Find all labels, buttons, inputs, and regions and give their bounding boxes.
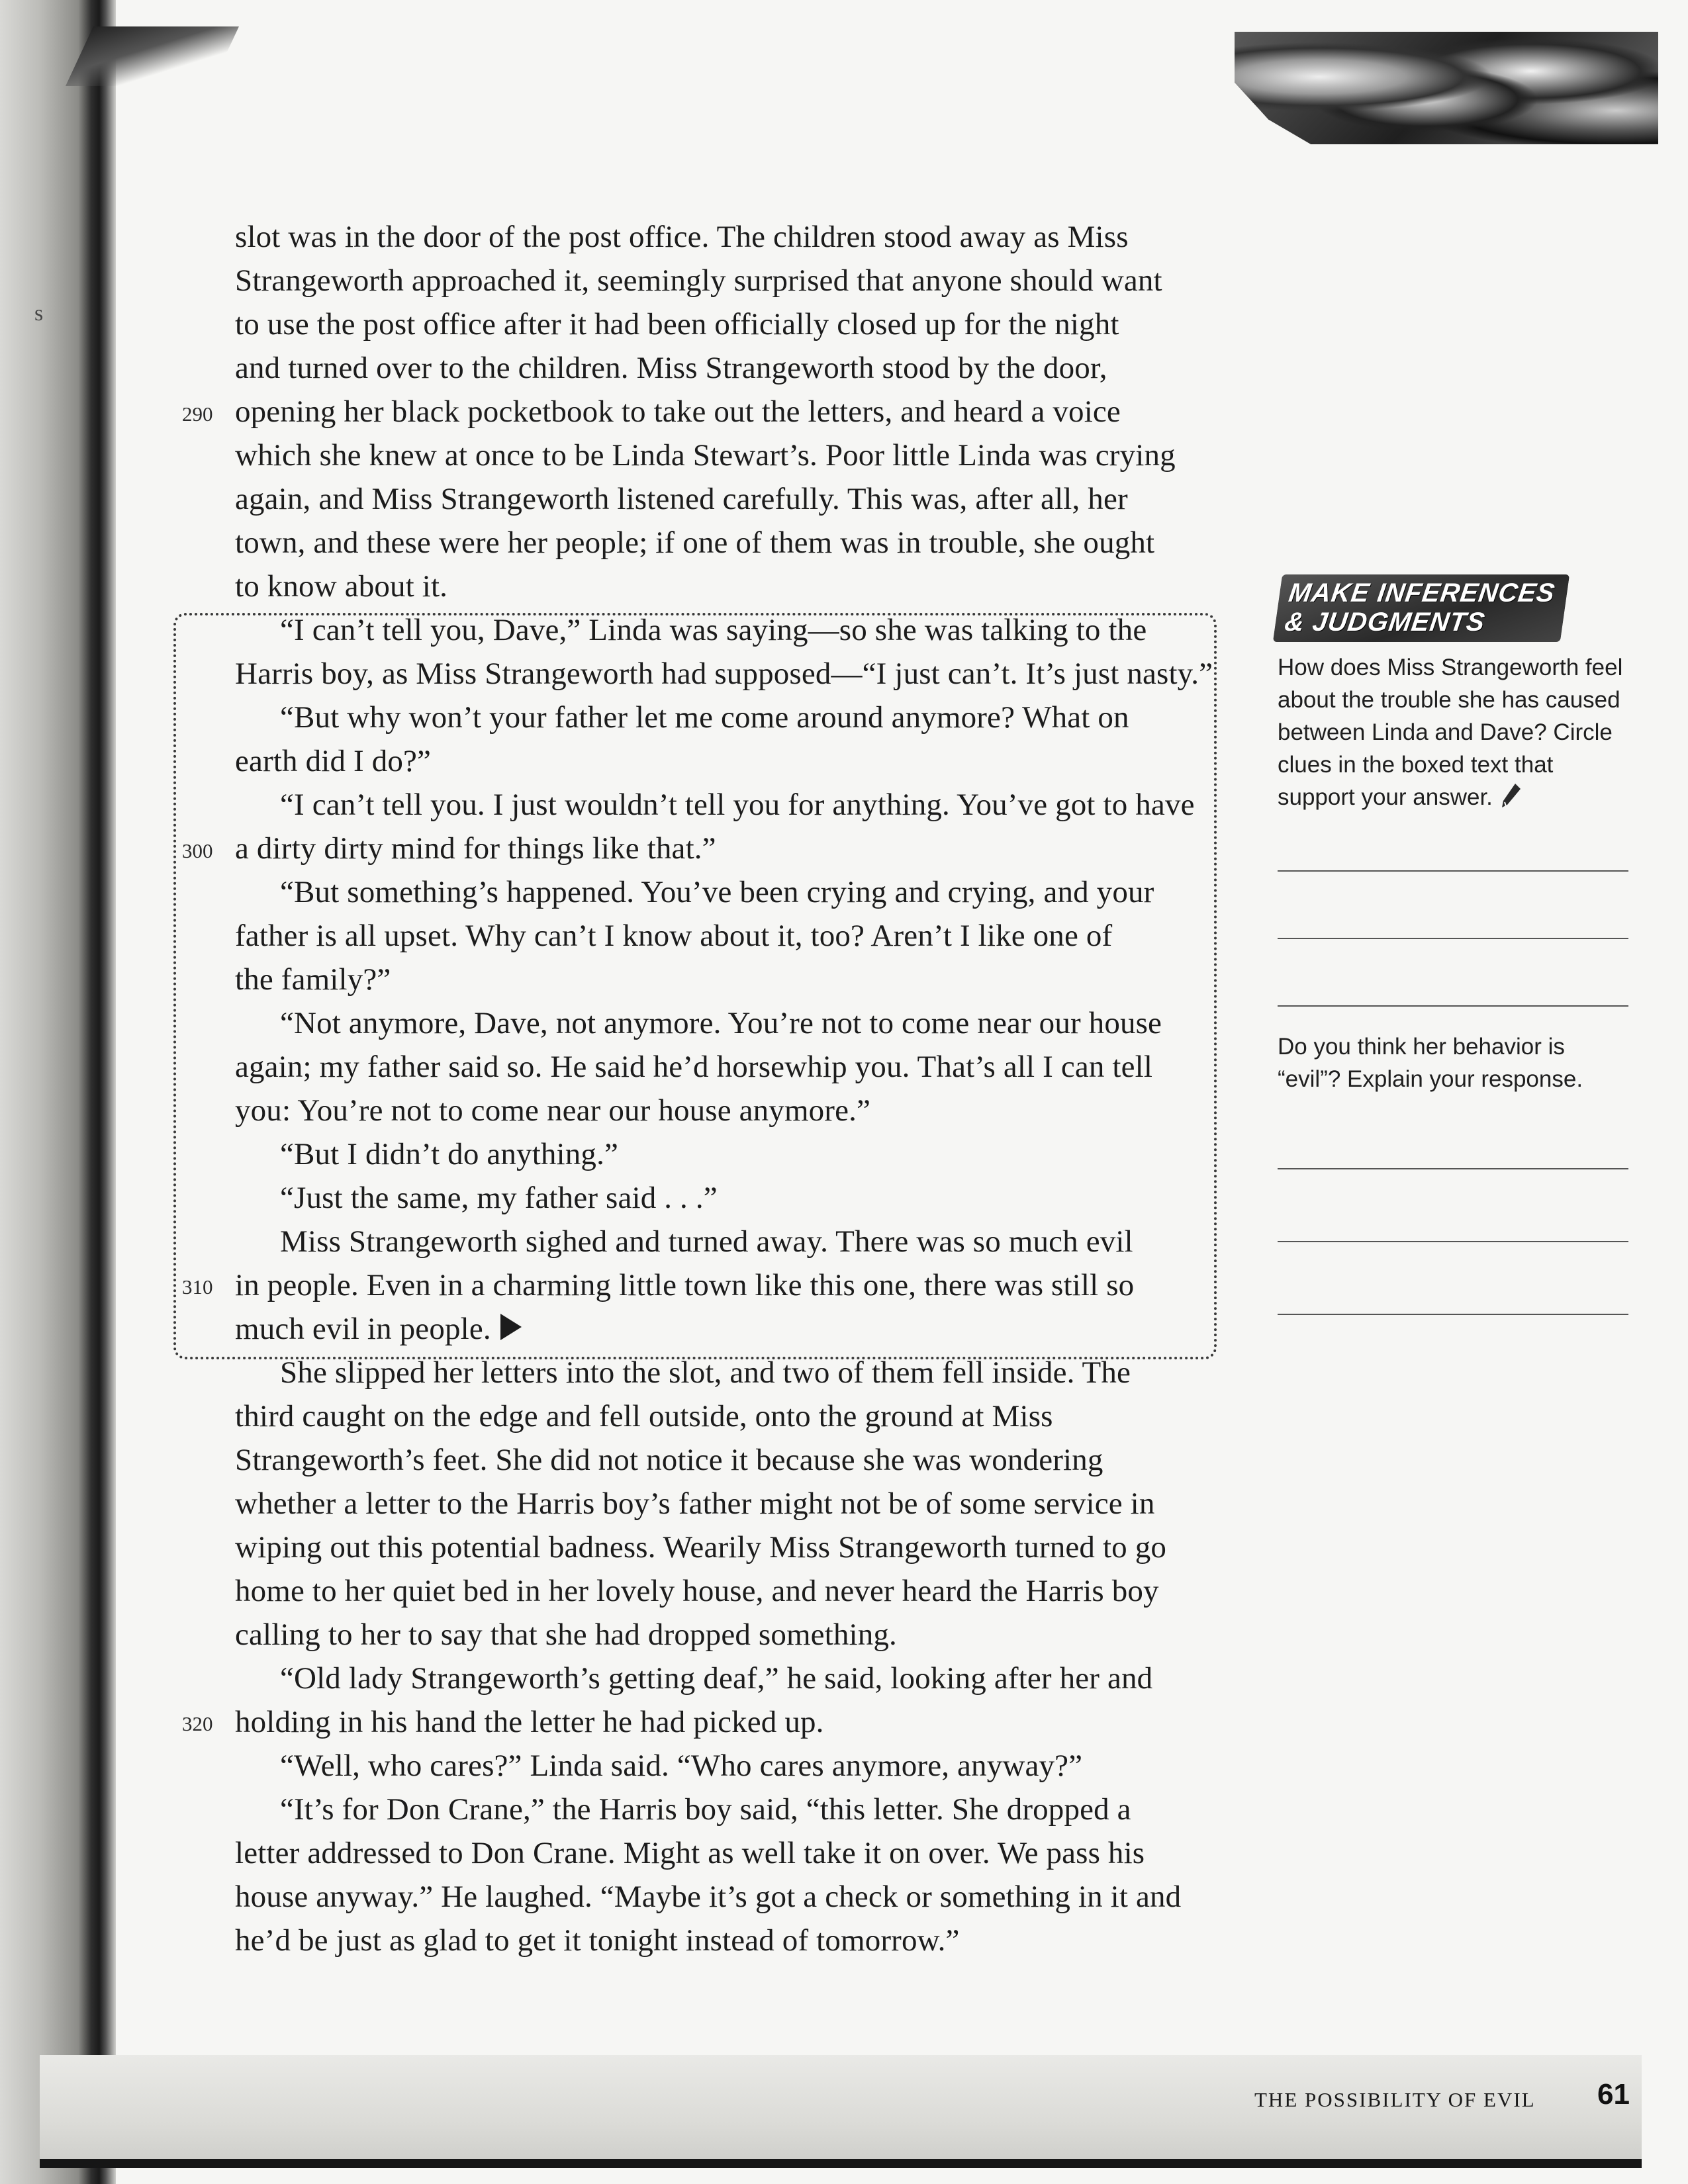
passage-line: again; my father said so. He said he’d horsewhip you. That’s all I can tell — [235, 1050, 1153, 1084]
passage-line: third caught on the edge and fell outside, onto the ground at Miss — [235, 1399, 1053, 1433]
passage-line: the family?” — [235, 962, 391, 997]
passage-line: Miss Strangeworth sighed and turned away. There was so much evil — [280, 1224, 1133, 1259]
passage-line: holding in his hand the letter he had picked up. — [235, 1705, 824, 1739]
passage-line: house anyway.” He laughed. “Maybe it’s got a check or something in it and — [235, 1880, 1182, 1914]
passage-line: Strangeworth’s feet. She did not notice it because she was wondering — [235, 1443, 1103, 1477]
passage-line: “Old lady Strangeworth’s getting deaf,” he said, looking after her and — [280, 1661, 1153, 1696]
question-1 — [1278, 651, 1628, 817]
passage-line: whether a letter to the Harris boy’s father might not be of some service in — [235, 1486, 1155, 1521]
passage-line: “Not anymore, Dave, not anymore. You’re not to come near our house — [280, 1006, 1162, 1040]
answer-line[interactable] — [1278, 1314, 1628, 1315]
passage-line: letter addressed to Don Crane. Might as well take it on over. We pass his — [235, 1836, 1145, 1870]
passage-line: “But I didn’t do anything.” — [280, 1137, 618, 1171]
passage-line: wiping out this potential badness. Wearily Miss Strangeworth turned to go — [235, 1530, 1166, 1565]
story-passage — [235, 215, 1215, 1962]
banner-line-1: MAKE INFERENCES — [1287, 578, 1558, 608]
question-1-text: How does Miss Strangeworth feel about the trouble she has caused between Linda and Dave? Circle clues in the boxed text that support your answer. — [1278, 655, 1623, 810]
line-number-300: 300 — [182, 839, 213, 862]
passage-line: earth did I do?” — [235, 744, 432, 778]
passage-line: in people. Even in a charming little town like this one, there was still so — [235, 1268, 1135, 1302]
passage-line: which she knew at once to be Linda Stewart’s. Poor little Linda was crying — [235, 438, 1176, 473]
answer-line[interactable] — [1278, 870, 1628, 872]
banner-line-2: & JUDGMENTS — [1282, 608, 1487, 637]
passage-line: much evil in people. — [235, 1312, 491, 1346]
make-inferences-banner — [1273, 574, 1570, 642]
pencil-icon — [1499, 782, 1522, 817]
passage-line: “But something’s happened. You’ve been crying and crying, and your — [280, 875, 1154, 909]
passage-line: and turned over to the children. Miss Strangeworth stood by the door, — [235, 351, 1107, 385]
passage-line: he’d be just as glad to get it tonight instead of tomorrow.” — [235, 1923, 960, 1958]
answer-line[interactable] — [1278, 1168, 1628, 1169]
sidebar-activity — [1278, 574, 1628, 1315]
passage-line-end-box — [235, 1307, 1215, 1351]
answer-line[interactable] — [1278, 938, 1628, 939]
rose-photo-decoration — [1235, 32, 1658, 144]
passage-line: slot was in the door of the post office. The children stood away as Miss — [235, 220, 1129, 254]
passage-line: again, and Miss Strangeworth listened carefully. This was, after all, her — [235, 482, 1128, 516]
passage-line: father is all upset. Why can’t I know about it, too? Aren’t I like one of — [235, 919, 1113, 953]
passage-line: home to her quiet bed in her lovely house, and never heard the Harris boy — [235, 1574, 1159, 1608]
passage-line: Strangeworth approached it, seemingly surprised that anyone should want — [235, 263, 1162, 298]
passage-line: “It’s for Don Crane,” the Harris boy said, “this letter. She dropped a — [280, 1792, 1131, 1827]
line-number-290: 290 — [182, 402, 213, 426]
passage-line: town, and these were her people; if one of them was in trouble, she ought — [235, 525, 1155, 560]
passage-line: “Well, who cares?” Linda said. “Who cares anymore, anyway?” — [280, 1749, 1083, 1783]
passage-line: Harris boy, as Miss Strangeworth had supposed—“I just can’t. It’s just nasty.” — [235, 657, 1213, 691]
passage-line: calling to her to say that she had dropped something. — [235, 1617, 897, 1652]
passage-line: opening her black pocketbook to take out the letters, and heard a voice — [235, 394, 1121, 429]
passage-line: “But why won’t your father let me come around anymore? What on — [280, 700, 1129, 735]
answer-line[interactable] — [1278, 1241, 1628, 1242]
running-footer-title: THE POSSIBILITY OF EVIL — [1254, 2088, 1536, 2111]
passage-line: to use the post office after it had been officially closed up for the night — [235, 307, 1119, 341]
answer-line[interactable] — [1278, 1005, 1628, 1007]
line-number-320: 320 — [182, 1712, 213, 1735]
binding-edge-shadow — [66, 26, 239, 86]
play-arrow-icon — [500, 1314, 522, 1340]
line-number-310: 310 — [182, 1275, 213, 1298]
margin-letter: s — [34, 301, 44, 326]
page-number: 61 — [1597, 2078, 1630, 2111]
passage-line: a dirty dirty mind for things like that.” — [235, 831, 716, 866]
passage-line: “I can’t tell you, Dave,” Linda was saying—so she was talking to the — [280, 613, 1147, 647]
passage-line: She slipped her letters into the slot, and two of them fell inside. The — [280, 1355, 1131, 1390]
question-2: Do you think her behavior is “evil”? Explain your response. — [1278, 1034, 1583, 1092]
passage-line: “Just the same, my father said . . .” — [280, 1181, 718, 1215]
book-binding-shadow — [0, 0, 116, 2184]
passage-line: you: You’re not to come near our house anymore.” — [235, 1093, 871, 1128]
bottom-edge-rule — [40, 2159, 1642, 2168]
passage-line: to know about it. — [235, 569, 448, 604]
passage-line: “I can’t tell you. I just wouldn’t tell you for anything. You’ve got to have — [280, 788, 1195, 822]
